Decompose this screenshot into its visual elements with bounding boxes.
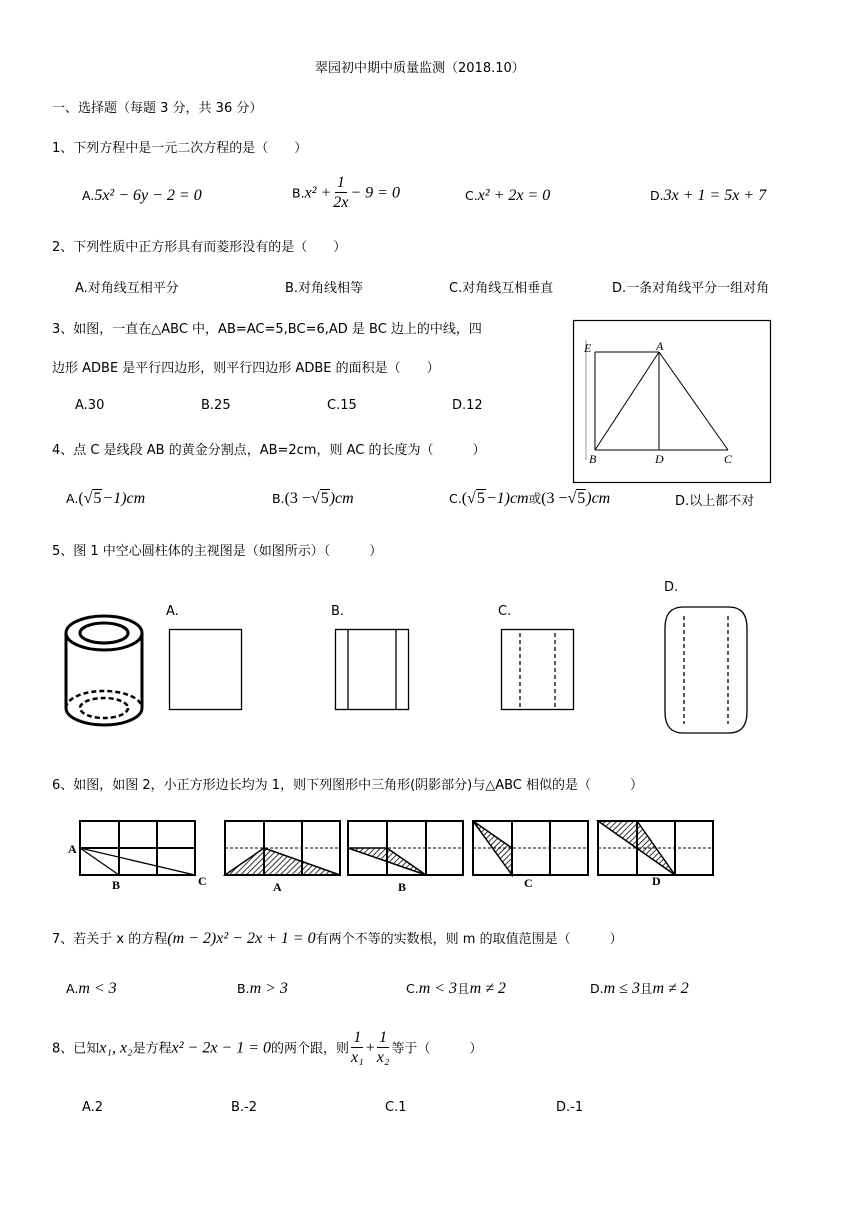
q5-option-b-label: B. (331, 604, 345, 619)
q4-stem: 4、点 C 是线段 AB 的黄金分割点，AB=2cm，则 AC 的长度为（ ） (52, 443, 486, 458)
q8-option-d: D.-1 (556, 1100, 584, 1115)
q5-option-c-label: C. (498, 604, 512, 619)
q3-fig-label-d: D (655, 452, 664, 466)
q3-option-b: B.25 (201, 398, 231, 413)
q6-figures (68, 815, 728, 895)
q2-stem: 2、下列性质中正方形具有而菱形没有的是（ ） (52, 240, 347, 255)
q7-stem: 7、若关于 x 的方程(m − 2)x² − 2x + 1 = 0有两个不等的实数根，则 m 的取值范围是（ ） (52, 930, 623, 947)
q2-option-b: B.对角线相等 (285, 281, 364, 296)
q7-option-a: A.m < 3 (66, 980, 117, 997)
q3-option-a: A.30 (75, 398, 105, 413)
q8-option-a: A.2 (82, 1100, 104, 1115)
q3-fig-label-c: C (724, 452, 733, 466)
q3-option-d: D.12 (452, 398, 483, 413)
q6-ref-label-a: A (68, 842, 77, 856)
q2-option-a: A.对角线互相平分 (75, 281, 179, 296)
q7-option-d: D.m ≤ 3且m ≠ 2 (590, 980, 689, 997)
q2-option-d: D.一条对角线平分一组对角 (612, 281, 770, 296)
q3-option-c: C.15 (327, 398, 357, 413)
q5-option-d-label: D. (664, 580, 679, 595)
hollow-cylinder-figure (62, 610, 152, 740)
q6-ref-label-b: B (112, 878, 121, 892)
q6-option-d-label: D (652, 874, 661, 888)
q3-stem-line1: 3、如图，一直在△ABC 中，AB=AC=5,BC=6,AD 是 BC 边上的中线，四 (52, 322, 482, 337)
q7-option-c: C.m < 3且m ≠ 2 (406, 980, 506, 997)
q1-option-b: B.x² + $\frac{1}{2x}$ − 9 = 0 (292, 174, 400, 211)
q3-fig-label-b: B (589, 452, 597, 466)
q4-option-a: A.(√5−1)cm (66, 490, 146, 507)
q3-fig-label-a: A (656, 339, 664, 353)
page-title: 翠园初中期中质量监测（2018.10） (315, 61, 525, 76)
q1-stem: 1、下列方程中是一元二次方程的是（ ） (52, 141, 308, 156)
q1-option-c: C.x² + 2x = 0 (465, 187, 551, 204)
q1-option-a: A.5x² − 6y − 2 = 0 (82, 187, 202, 204)
q2-option-c: C.对角线互相垂直 (449, 281, 554, 296)
section-heading: 一、选择题（每题 3 分，共 36 分） (52, 101, 263, 116)
q3-fig-label-e: E (584, 341, 592, 355)
q4-option-d: D.以上都不对 (675, 494, 755, 509)
q8-option-b: B.-2 (231, 1100, 258, 1115)
q1-option-d: D.3x + 1 = 5x + 7 (650, 187, 767, 204)
q3-parallelogram-figure (573, 320, 771, 483)
q5-stem: 5、图 1 中空心圆柱体的主视图是（如图所示）（ ） (52, 544, 383, 559)
q8-stem: 8、已知x₁, x₂是方程x² − 2x − 1 = 0的两个跟，则 $\frac{1}{\text{x₁}}$ + $\frac{1}{\text{x₂}}$ 等于（ ） (52, 1029, 483, 1066)
q3-stem-line2: 边形 ADBE 是平行四边形，则平行四边形 ADBE 的面积是（ ） (52, 361, 440, 376)
q6-stem: 6、如图，如图 2，小正方形边长均为 1，则下列图形中三角形(阴影部分)与△ABC 相似的是（ ） (52, 778, 644, 793)
q6-ref-label-c: C (198, 874, 207, 888)
q5-option-d-figure (663, 604, 749, 736)
q5-option-b-figure (335, 629, 410, 711)
q4-option-c: C.(√5−1)cm或(3 −√5)cm (449, 490, 611, 507)
q6-option-a-label: A (273, 880, 282, 894)
q4-option-b: B.(3 −√5)cm (272, 490, 354, 507)
q5-option-a-label: A. (166, 604, 179, 619)
q8-option-c: C.1 (385, 1100, 407, 1115)
q6-option-b-label: B (398, 880, 407, 894)
q6-option-c-label: C (524, 876, 533, 890)
q5-option-a-figure (169, 629, 243, 711)
q5-option-c-figure (501, 629, 575, 711)
q7-option-b: B.m > 3 (237, 980, 288, 997)
